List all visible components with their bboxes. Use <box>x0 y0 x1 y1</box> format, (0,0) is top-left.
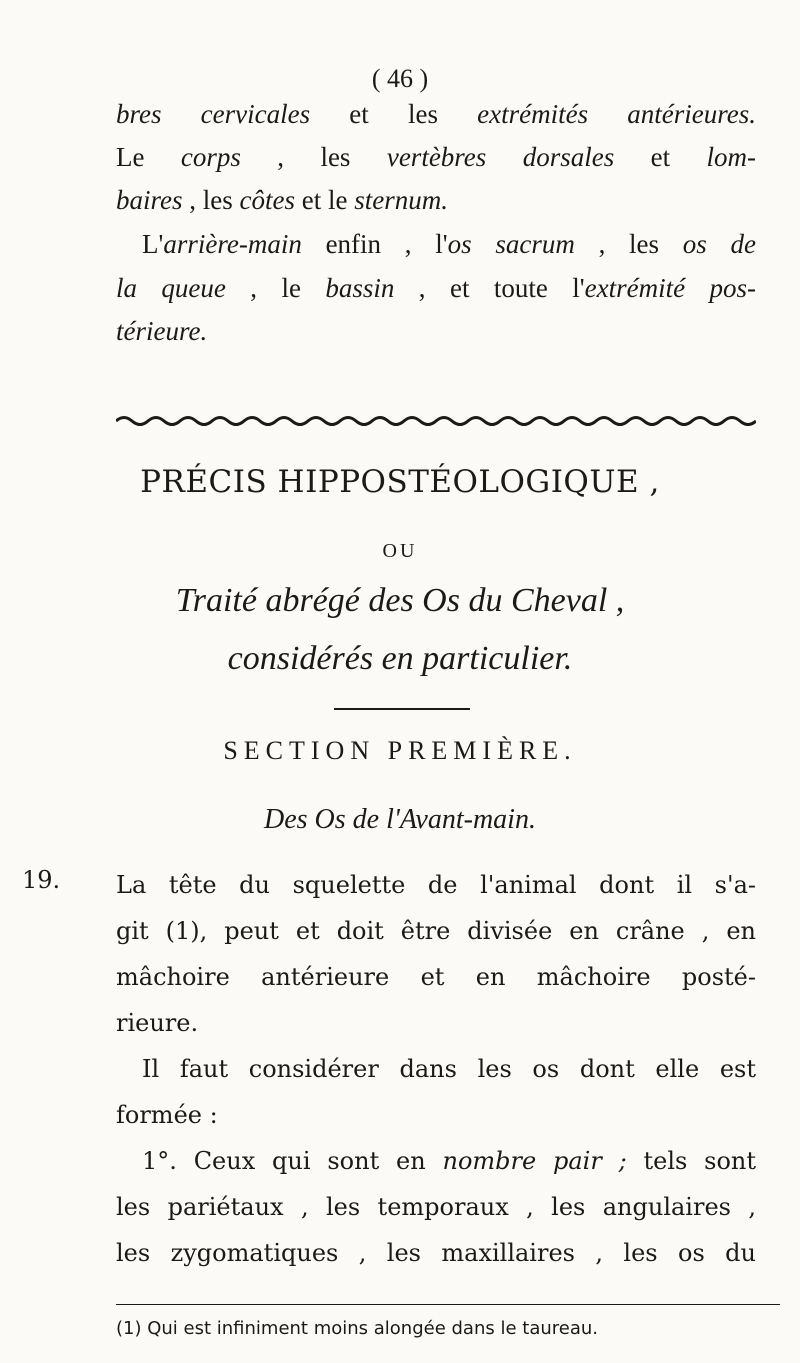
section-subtitle: Des Os de l'Avant-main. <box>264 804 536 835</box>
section-rule <box>334 708 470 710</box>
body-line: La tête du squelette de l'animal dont il s'a- <box>116 871 756 899</box>
intro-line: la queue , le bassin , et toute l'extrémité pos- <box>116 273 756 303</box>
footnote: (1) Qui est infiniment moins alongée dans le taureau. <box>116 1318 599 1339</box>
body-line: 1°. Ceux qui sont en nombre pair ; tels sont <box>142 1147 757 1175</box>
body-line: les pariétaux , les temporaux , les angulaires , <box>116 1193 756 1221</box>
subtitle-line: considérés en particulier. <box>227 640 573 677</box>
ornament-divider <box>116 414 756 428</box>
body-line: rieure. <box>116 1009 199 1037</box>
section-title: SECTION PREMIÈRE. <box>223 736 577 765</box>
subtitle-line: Traité abrégé des Os du Cheval , <box>175 582 625 619</box>
paragraph-number: 19. <box>22 866 61 894</box>
intro-line: L'arrière-main enfin , l'os sacrum , les os de <box>142 229 756 259</box>
intro-line: térieure. <box>116 316 208 346</box>
body-line: formée : <box>116 1101 218 1129</box>
or-word: OU <box>382 540 418 562</box>
footnote-rule <box>116 1304 780 1305</box>
body-line: git (1), peut et doit être divisée en crâne , en <box>116 917 756 945</box>
intro-line: baires , les côtes et le sternum. <box>116 185 448 215</box>
page-number: ( 46 ) <box>371 64 429 93</box>
intro-line: bres cervicales et les extrémités antérieures. <box>116 99 756 129</box>
body-line: les zygomatiques , les maxillaires , les os du <box>116 1239 756 1267</box>
main-heading: PRÉCIS HIPPOSTÉOLOGIQUE , <box>140 464 660 500</box>
body-line: Il faut considérer dans les os dont elle est <box>142 1055 756 1083</box>
intro-line: Le corps , les vertèbres dorsales et lom- <box>116 142 757 172</box>
body-line: mâchoire antérieure et en mâchoire posté- <box>116 963 756 991</box>
